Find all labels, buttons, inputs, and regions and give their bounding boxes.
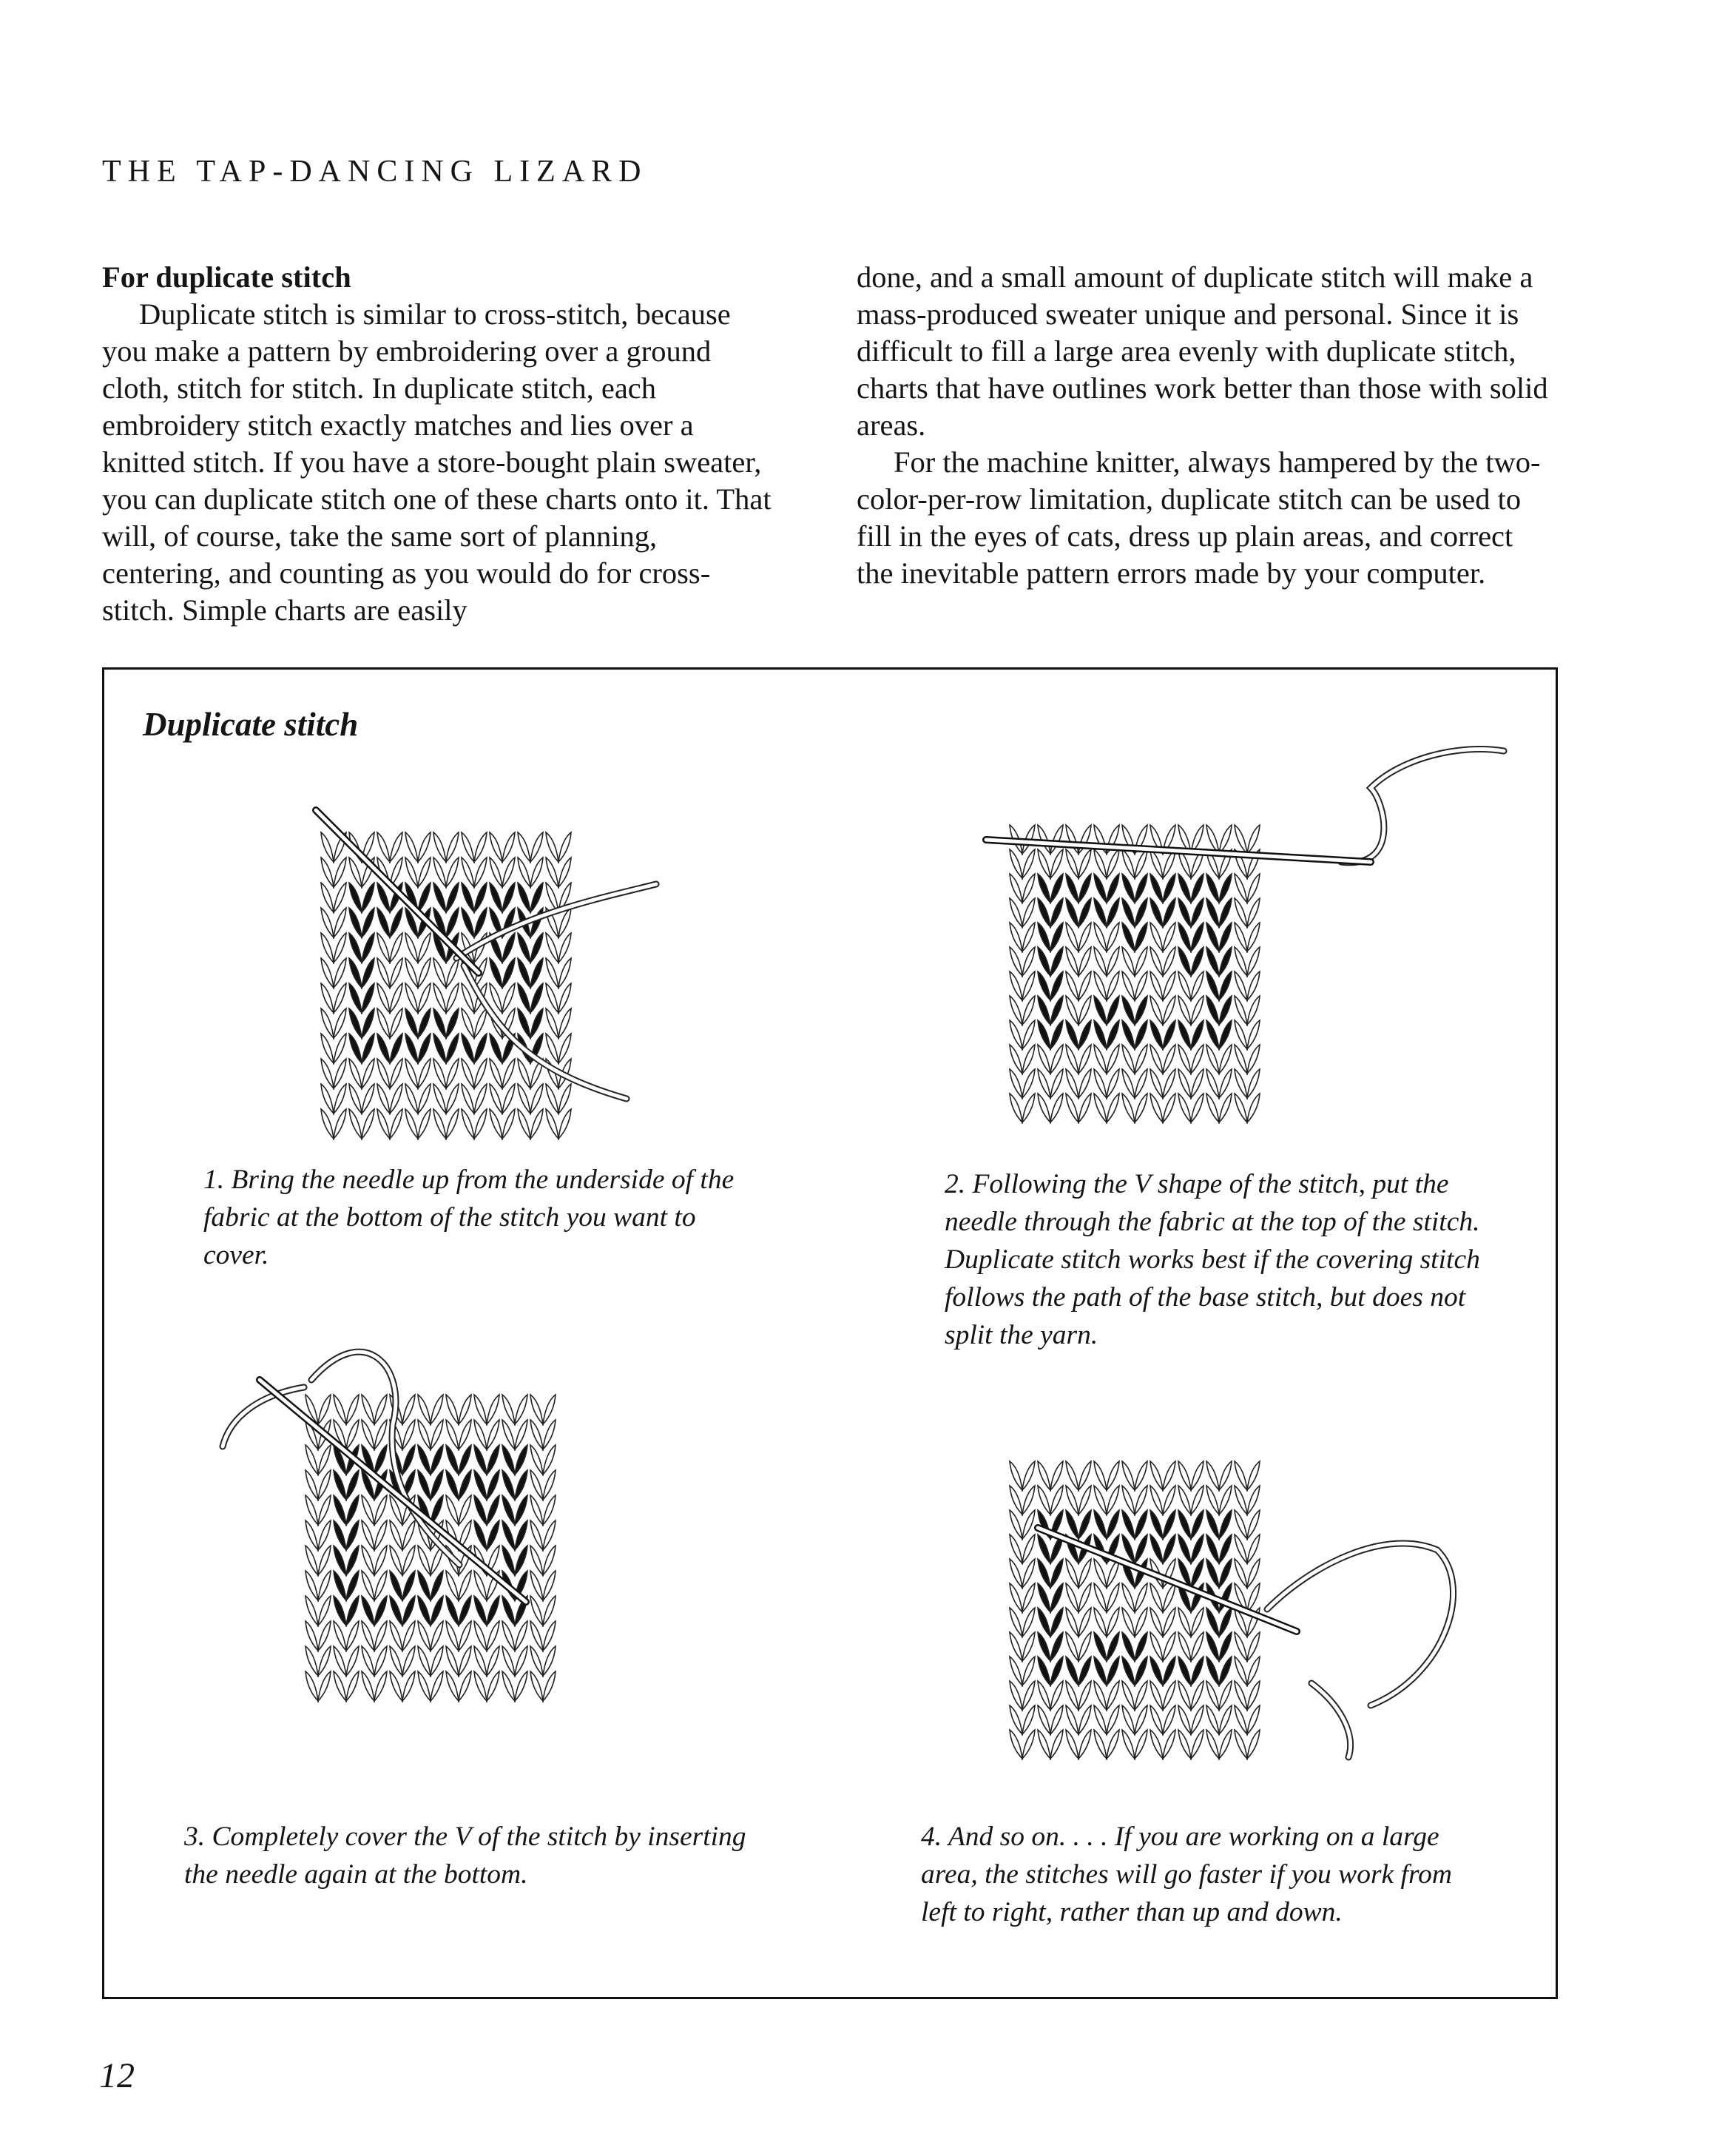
step-1-caption: 1. Bring the needle up from the underside of the fabric at the bottom of the stitch you want to cover. xyxy=(203,1165,735,1270)
figure-box xyxy=(102,667,1558,1999)
step-2-illustration xyxy=(927,773,1519,1128)
knit-stitches xyxy=(305,1395,556,1701)
knit-swatch-illustration xyxy=(212,803,863,1121)
step-4-illustration xyxy=(927,1439,1519,1765)
yarn-strand xyxy=(1267,1543,1454,1757)
step-1-illustration xyxy=(212,803,863,1121)
body-paragraph: Duplicate stitch is similar to cross-stitch, because you make a pattern by embroidering over a ground cloth, stitch for stitch. In duplicate stitch, each embroidery stitch exactly matches and lies over a knitted stitch. If you have a store-bought plain sweater, you can duplicate stitch one of these charts onto it. That will, of course, take the same sort of planning, centering, and counting as you would do for cross-stitch. Simple charts are easily xyxy=(102,297,772,627)
section-heading: For duplicate stitch xyxy=(102,260,351,294)
step-3-illustration xyxy=(215,1350,718,1720)
yarn-strand xyxy=(1341,749,1504,862)
knit-swatch-illustration xyxy=(215,1350,718,1720)
knit-stitches xyxy=(321,832,571,1139)
left-column xyxy=(102,259,777,629)
step-4-caption: 4. And so on. . . . If you are working on a large area, the stitches will go faster if you work from left to right, rather than up and down. xyxy=(921,1822,1453,1927)
knit-swatch-illustration xyxy=(927,773,1519,1128)
running-head: THE TAP-DANCING LIZARD xyxy=(102,155,648,189)
body-paragraph: done, and a small amount of duplicate stitch will make a mass-produced sweater unique and personal. Since it is difficult to fill a large area evenly with duplicate stitch, charts that have outlines work better than those with solid areas. xyxy=(857,260,1548,442)
knit-stitches xyxy=(1010,1461,1260,1759)
right-column xyxy=(857,259,1552,592)
figure-title: Duplicate stitch xyxy=(143,706,359,743)
step-3-caption: 3. Completely cover the V of the stitch by inserting the needle again at the bottom. xyxy=(184,1822,746,1890)
knit-swatch-illustration xyxy=(927,1439,1519,1765)
page-number: 12 xyxy=(99,2056,135,2095)
body-paragraph: For the machine knitter, always hampered by the two-color-per-row limitation, duplicate stitch can be used to fill in the eyes of cats, dress up plain areas, and correct the inevitable pattern errors made by your computer. xyxy=(857,445,1541,590)
knit-stitches xyxy=(1010,825,1260,1122)
yarn-strand xyxy=(456,884,656,1099)
step-2-caption: 2. Following the V shape of the stitch, put the needle through the fabric at the top of the stitch. Duplicate stitch works best if the covering stitch follows the path of the base stitch, but does not split the yarn. xyxy=(945,1169,1480,1350)
